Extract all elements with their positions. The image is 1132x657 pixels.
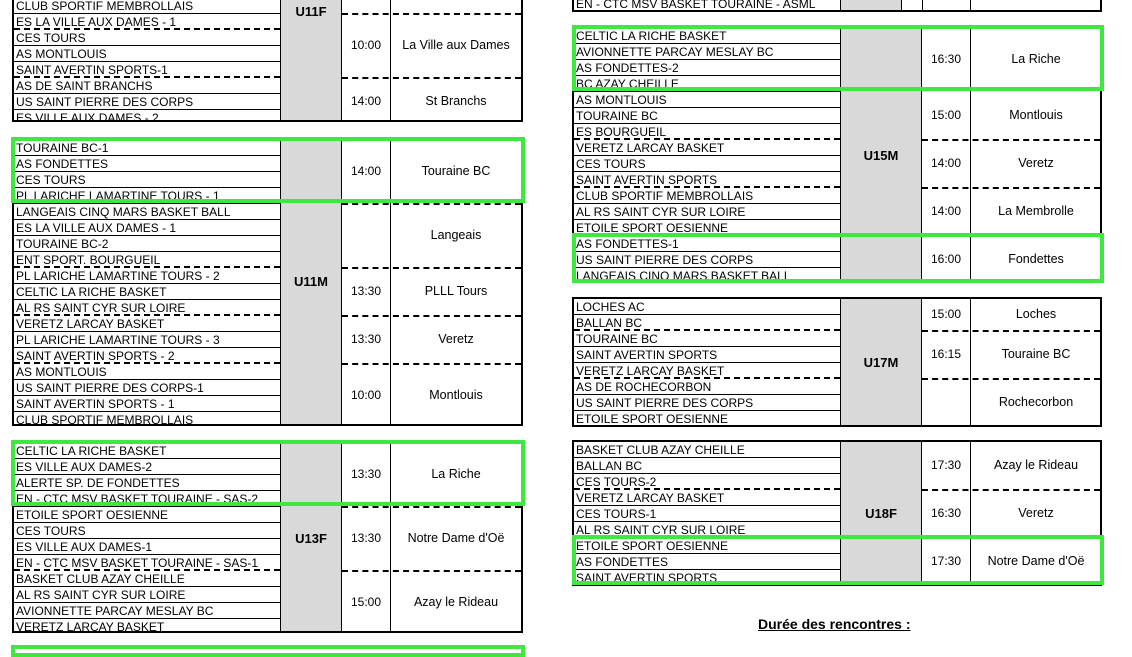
team-row: SAINT AVERTIN SPORTS [574,172,840,188]
game-venue: Notre Dame d'Oë [407,531,505,545]
category-label: U11F [280,0,342,120]
team-row: VERETZ LARCAY BASKET [574,363,840,379]
team-row: BC AZAY CHEILLE [574,76,840,92]
top-right-block [572,0,1102,12]
game-venue: Veretz [1018,506,1054,520]
team-row: PL LARICHE LAMARTINE TOURS - 1 [14,188,280,204]
game-time: 13:30 [350,467,382,481]
team-row: SAINT AVERTIN SPORTS-1 [14,62,280,78]
highlight-box [11,645,525,657]
team-row: ES VILLE AUX DAMES - 2 [16,111,159,125]
game-time: 14:00 [930,156,962,170]
game-venue: Notre Dame d'Oë [987,554,1085,568]
team-row: US SAINT PIERRE DES CORPS [574,252,840,268]
game-venue: La Riche [1011,52,1061,66]
game-venue: Montlouis [1009,108,1063,122]
team-row: CELTIC LA RICHE BASKET [14,284,280,300]
team-row: TOURAINE BC [574,108,840,124]
team-row: CES TOURS-2 [574,474,840,490]
category-label: U17M [840,299,922,425]
team-row: EN - CTC MSV BASKET TOURAINE - SAS-1 [14,555,280,571]
game-venue: Veretz [1018,156,1054,170]
duree-label: Durée des rencontres : [758,616,911,632]
team-row: CELTIC LA RICHE BASKET [14,443,280,459]
team-row: ENT SPORT. BOURGUEIL [14,252,280,268]
u18f-block [572,440,1102,586]
category-label: U18F [840,442,922,584]
team-row: VERETZ LARCAY BASKET [14,316,280,332]
team-row: AL RS SAINT CYR SUR LOIRE [574,522,840,538]
team-row: CES TOURS [14,30,280,46]
game-time: 14:00 [350,164,382,178]
u17m-block [572,297,1102,427]
team-row: AS FONDETTES [14,156,280,172]
team-row: CES TOURS [574,156,840,172]
team-row: AS MONTLOUIS [14,46,280,62]
game-time: 16:30 [930,52,962,66]
game-time: 17:30 [930,458,962,472]
game-time: 16:15 [930,347,962,361]
u15m-block [572,26,1102,282]
team-row: AS FONDETTES-2 [574,60,840,76]
team-row: ES LA VILLE AUX DAMES - 1 [14,220,280,236]
u11m-block [12,138,523,426]
game-venue: Rochecorbon [998,395,1074,409]
team-row: CLUB SPORTIF MEMBROLLAIS [14,0,280,14]
game-venue: Touraine BC [421,164,491,178]
team-row: AS DE SAINT BRANCHS [14,78,280,94]
game-venue: Montlouis [429,388,483,402]
team-row: VERETZ LARCAY BASKET [574,490,840,506]
team-row: SAINT AVERTIN SPORTS [574,347,840,363]
game-venue: La Ville aux Dames [402,38,510,52]
game-time: 13:30 [350,284,382,298]
game-venue: La Riche [431,467,481,481]
game-time: 16:00 [930,252,962,266]
team-row: AS FONDETTES [574,554,840,570]
game-venue: Veretz [438,332,474,346]
team-row: CES TOURS [14,523,280,539]
game-time: 15:00 [350,595,382,609]
game-time: 13:30 [350,531,382,545]
game-venue: Langeais [430,228,482,242]
game-venue: Loches [1015,307,1057,321]
team-row: VERETZ LARCAY BASKET [16,620,165,634]
team-row: ES BOURGUEIL [574,124,840,140]
team-row: SAINT AVERTIN SPORTS - 2 [14,348,280,364]
team-row: SAINT AVERTIN SPORTS [576,571,718,585]
team-row: ES VILLE AUX DAMES-2 [14,459,280,475]
game-venue: Azay le Rideau [413,595,499,609]
game-time: 14:00 [930,204,962,218]
game-time: 15:00 [930,108,962,122]
game-venue: Touraine BC [1001,347,1071,361]
team-row: ETOILE SPORT OESIENNE [14,507,280,523]
team-row: AS DE ROCHECORBON [574,379,840,395]
game-venue: Fondettes [1008,252,1064,266]
u13f-block [12,441,523,633]
game-time: 16:30 [930,506,962,520]
team-row: AL RS SAINT CYR SUR LOIRE [14,587,280,603]
team-row: TOURAINE BC [574,331,840,347]
game-venue: PLLL Tours [424,284,488,298]
game-time: 10:00 [350,388,382,402]
team-row: ALERTE SP. DE FONDETTES [14,475,280,491]
team-row: PL LARICHE LAMARTINE TOURS - 3 [14,332,280,348]
team-row: EN - CTC MSV BASKET TOURAINE - SAS-2 [14,491,280,507]
team-row: US SAINT PIERRE DES CORPS [14,94,280,110]
game-time: 14:00 [350,94,382,108]
team-row: AS MONTLOUIS [14,364,280,380]
team-row: AVIONNETTE PARCAY MESLAY BC [14,603,280,619]
team-row: BALLAN BC [574,315,840,331]
team-row: CLUB SPORTIF MEMBROLLAIS [574,188,840,204]
u11f-block [12,0,523,125]
team-row: ES VILLE AUX DAMES-1 [14,539,280,555]
team-row: PL LARICHE LAMARTINE TOURS - 2 [14,268,280,284]
team-row: CES TOURS [14,172,280,188]
team-row: ETOILE SPORT OESIENNE [574,538,840,554]
game-venue: St Branchs [425,94,487,108]
game-venue: Azay le Rideau [993,458,1079,472]
category-label: U15M [840,28,922,280]
team-row: CELTIC LA RICHE BASKET [574,28,840,44]
team-row: EN - CTC MSV BASKET TOURAINE - ASML [576,0,816,11]
team-row: AS FONDETTES-1 [574,236,840,252]
team-row: CLUB SPORTIF MEMBROLLAIS [16,413,194,427]
team-row: LANGEAIS CINQ MARS BASKET BALL [14,204,280,220]
game-time: 17:30 [930,554,962,568]
team-row: TOURAINE BC-1 [14,140,280,156]
game-time: 15:00 [930,307,962,321]
team-row: SAINT AVERTIN SPORTS - 1 [14,396,280,412]
game-venue: La Membrolle [998,204,1074,218]
team-row: VERETZ LARCAY BASKET [574,140,840,156]
team-row: TOURAINE BC-2 [14,236,280,252]
category-label: U11M [280,140,342,424]
team-row: AS MONTLOUIS [574,92,840,108]
game-time: 10:00 [350,38,382,52]
team-row: AL RS SAINT CYR SUR LOIRE [14,300,280,316]
team-row: BASKET CLUB AZAY CHEILLE [574,442,840,458]
team-row: US SAINT PIERRE DES CORPS [574,395,840,411]
team-row: AL RS SAINT CYR SUR LOIRE [574,204,840,220]
team-row: ETOILE SPORT OESIENNE [576,412,729,426]
team-row: ES LA VILLE AUX DAMES - 1 [14,14,280,30]
team-row: LANGEAIS CINQ MARS BASKET BALL [576,269,791,283]
team-row: BALLAN BC [574,458,840,474]
team-row: LOCHES AC [574,299,840,315]
game-time: 13:30 [350,332,382,346]
team-row: ETOILE SPORT OESIENNE [574,220,840,236]
team-row: US SAINT PIERRE DES CORPS-1 [14,380,280,396]
team-row: AVIONNETTE PARCAY MESLAY BC [574,44,840,60]
team-row: BASKET CLUB AZAY CHEILLE [14,571,280,587]
category-label: U13F [280,443,342,631]
team-row: CES TOURS-1 [574,506,840,522]
